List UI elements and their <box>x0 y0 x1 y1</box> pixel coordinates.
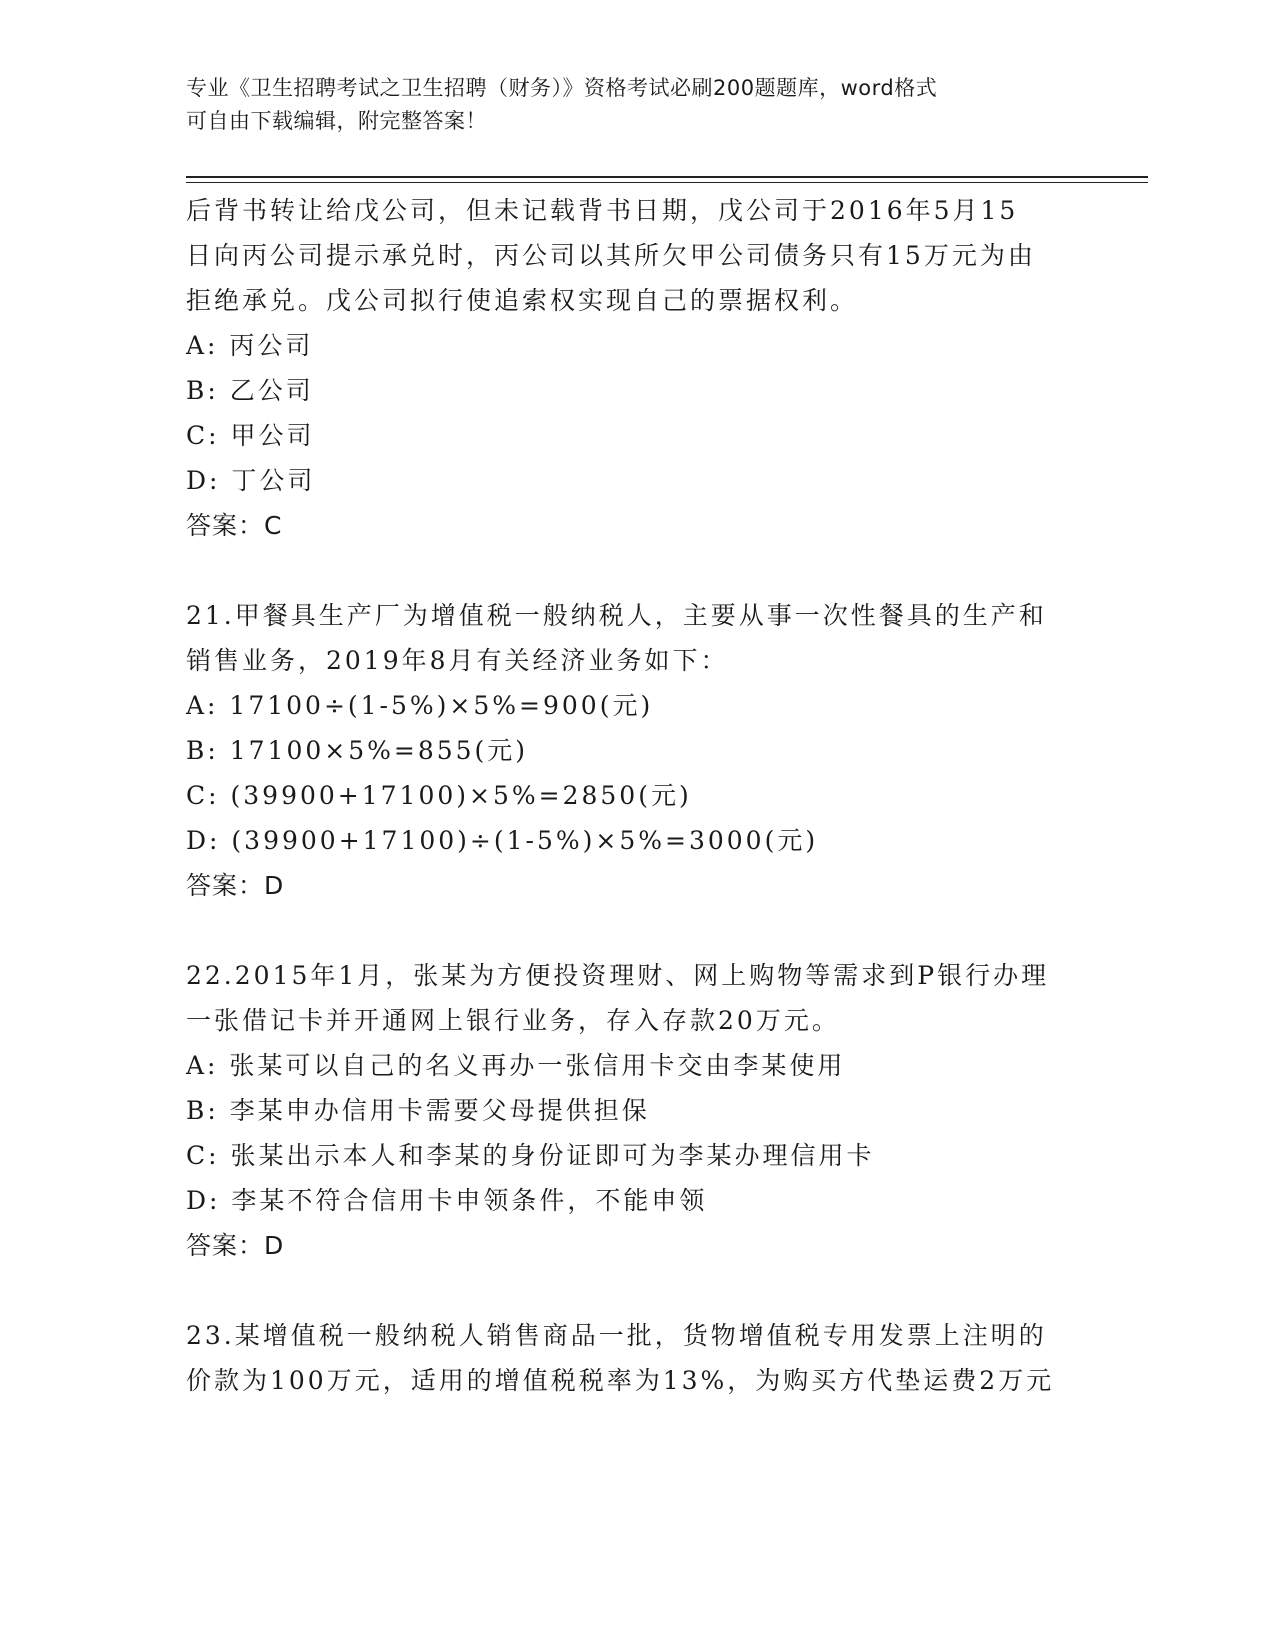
answer-line: 答案：D <box>186 1231 285 1260</box>
question-text-line: 后背书转让给戊公司，但未记载背书日期，戊公司于2016年5月15 <box>186 196 1019 225</box>
option-b: B: 李某申办信用卡需要父母提供担保 <box>186 1096 650 1125</box>
spacer <box>186 908 1086 953</box>
option-d: D: (39900+17100)÷(1-5%)×5%=3000(元) <box>186 826 819 855</box>
header-divider-thin <box>186 182 1148 183</box>
option-c: C: 甲公司 <box>186 421 315 450</box>
option-a: A: 17100÷(1-5%)×5%=900(元) <box>186 691 654 720</box>
spacer <box>186 548 1086 593</box>
document-body <box>186 188 1086 1403</box>
option-c: C: (39900+17100)×5%=2850(元) <box>186 781 692 810</box>
header-divider-thick <box>186 176 1148 178</box>
spacer <box>186 1268 1086 1313</box>
question-text-line: 一张借记卡并开通网上银行业务，存入存款20万元。 <box>186 1006 840 1035</box>
option-d: D: 李某不符合信用卡申领条件，不能申领 <box>186 1186 708 1215</box>
question-text-line: 22.2015年1月，张某为方便投资理财、网上购物等需求到P银行办理 <box>186 961 1050 990</box>
question-text-line: 价款为100万元，适用的增值税税率为13%，为购买方代垫运费2万元 <box>186 1366 1055 1395</box>
question-text-line: 21.甲餐具生产厂为增值税一般纳税人，主要从事一次性餐具的生产和 <box>186 601 1047 630</box>
option-d: D: 丁公司 <box>186 466 316 495</box>
header-line-1: 专业《卫生招聘考试之卫生招聘（财务）》资格考试必刷200题题库，word格式 <box>186 76 938 100</box>
option-b: B: 乙公司 <box>186 376 314 405</box>
option-a: A: 张某可以自己的名义再办一张信用卡交由李某使用 <box>186 1051 846 1080</box>
question-22 <box>186 953 1086 1268</box>
question-21 <box>186 593 1086 908</box>
document-header <box>186 72 1066 138</box>
question-23 <box>186 1313 1086 1403</box>
question-text-line: 销售业务，2019年8月有关经济业务如下： <box>186 646 729 675</box>
answer-line: 答案：D <box>186 871 285 900</box>
question-text-line: 日向丙公司提示承兑时，丙公司以其所欠甲公司债务只有15万元为由 <box>186 241 1036 270</box>
header-line-2: 可自由下载编辑，附完整答案！ <box>186 109 487 133</box>
option-c: C: 张某出示本人和李某的身份证即可为李某办理信用卡 <box>186 1141 875 1170</box>
question-text-line: 23.某增值税一般纳税人销售商品一批，货物增值税专用发票上注明的 <box>186 1321 1047 1350</box>
option-a: A: 丙公司 <box>186 331 314 360</box>
answer-line: 答案：C <box>186 511 283 540</box>
question-20-tail <box>186 188 1086 548</box>
question-text-line: 拒绝承兑。戊公司拟行使追索权实现自己的票据权利。 <box>186 286 859 315</box>
option-b: B: 17100×5%=855(元) <box>186 736 529 765</box>
